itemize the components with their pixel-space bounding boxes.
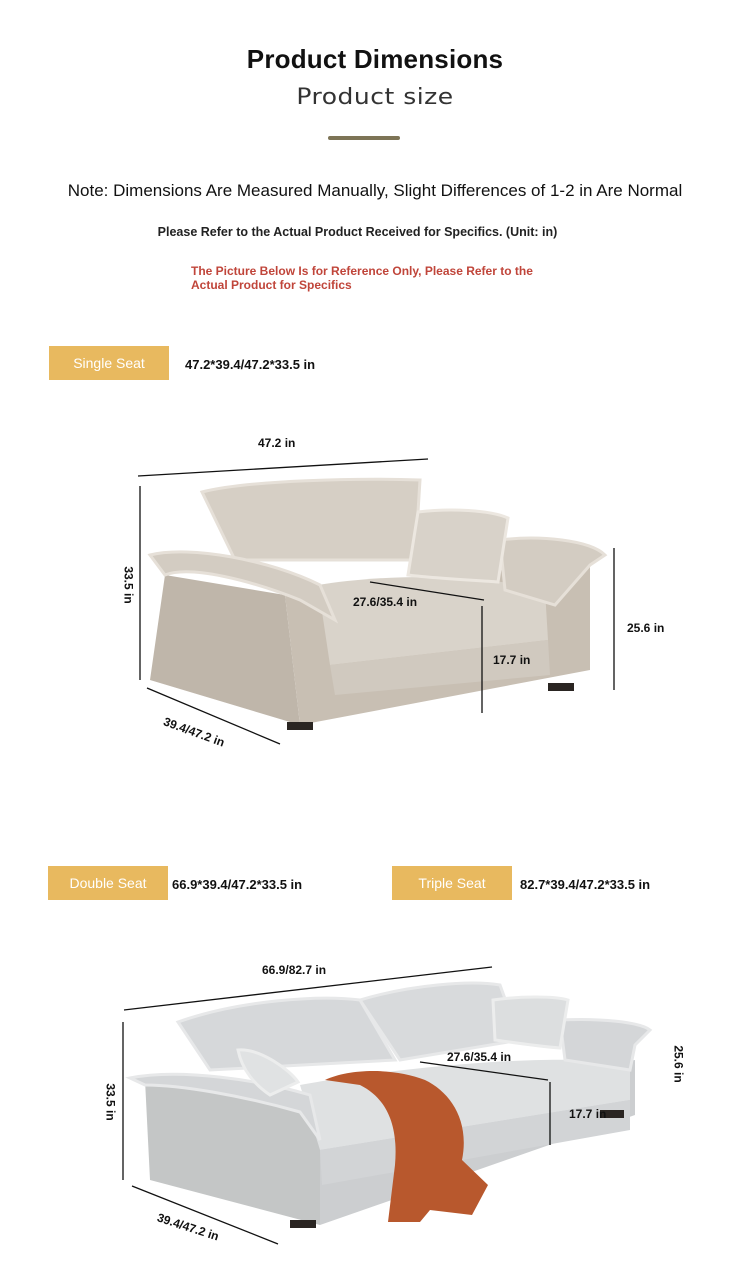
triple-seat-tag: Triple Seat xyxy=(392,866,512,900)
refer-note: Please Refer to the Actual Product Received for Specifics. (Unit: in) xyxy=(157,225,558,239)
single-height-label: 33.5 in xyxy=(121,566,136,604)
page-title: Product Dimensions xyxy=(246,44,504,74)
page-subtitle: Product size xyxy=(296,83,454,110)
triple-height-label: 33.5 in xyxy=(103,1083,118,1121)
triple-seat-label: 27.6/35.4 in xyxy=(447,1050,512,1064)
single-seat-spec: 47.2*39.4/47.2*33.5 in xyxy=(185,357,316,372)
single-arm-height-label: 25.6 in xyxy=(627,621,665,635)
single-seat-tag: Single Seat xyxy=(49,346,169,380)
triple-width-label: 66.9/82.7 in xyxy=(262,963,327,977)
single-seat-height-label: 17.7 in xyxy=(493,653,531,667)
triple-seat-height-label: 17.7 in xyxy=(569,1107,607,1121)
reference-warning: The Picture Below Is for Reference Only, Please Refer to the Actual Product for Specifics xyxy=(191,264,533,292)
single-width-label: 47.2 in xyxy=(258,436,296,450)
double-seat-spec: 66.9*39.4/47.2*33.5 in xyxy=(172,877,303,892)
measurement-note: Note: Dimensions Are Measured Manually, Slight Differences of 1-2 in Are Normal xyxy=(67,181,683,200)
single-seat-label: 27.6/35.4 in xyxy=(353,595,418,609)
triple-seat-spec: 82.7*39.4/47.2*33.5 in xyxy=(520,877,651,892)
single-depth-label: 39.4/47.2 in xyxy=(161,714,227,750)
triple-depth-label: 39.4/47.2 in xyxy=(155,1210,221,1244)
triple-arm-height-label: 25.6 in xyxy=(671,1045,686,1083)
double-seat-tag: Double Seat xyxy=(48,866,168,900)
